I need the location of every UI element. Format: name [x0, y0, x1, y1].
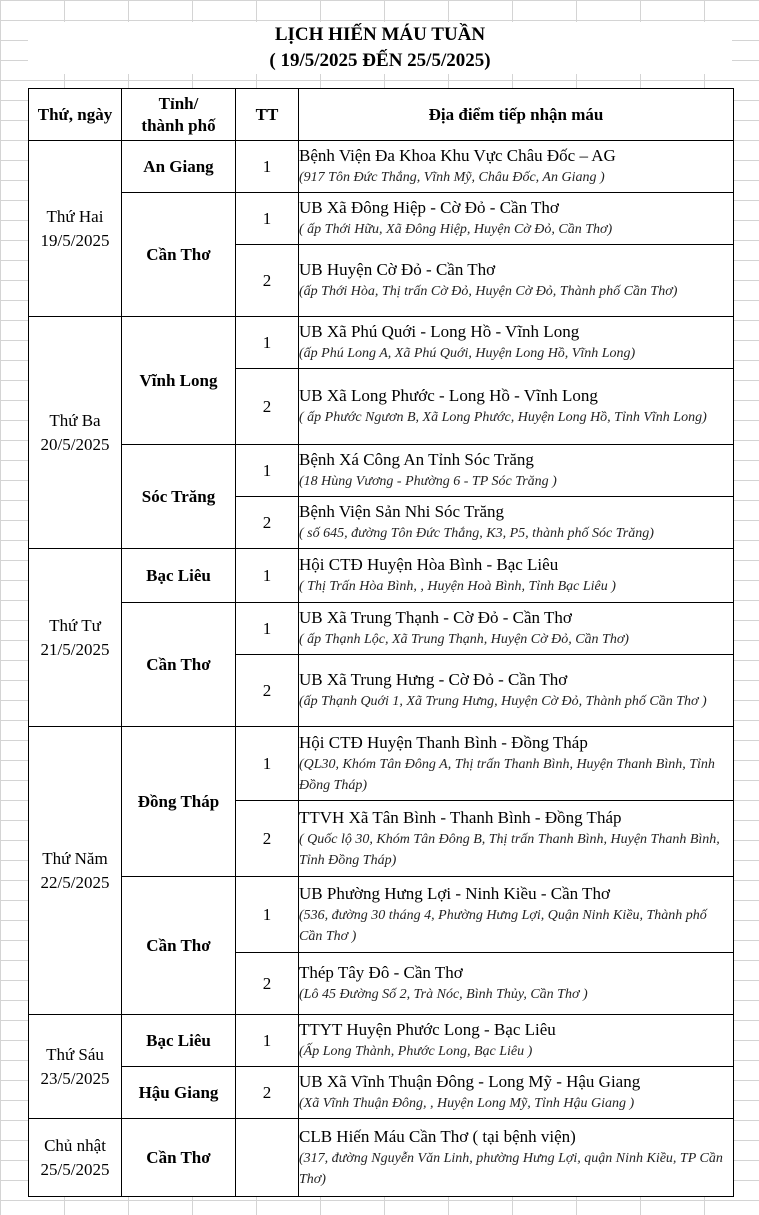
location-cell: [299, 1015, 734, 1067]
location-name: Bệnh Xá Công An Tỉnh Sóc Trăng: [299, 450, 534, 469]
tt-cell: 1: [236, 193, 299, 245]
location-name: UB Huyện Cờ Đỏ - Cần Thơ: [299, 260, 496, 279]
province-cell: Cần Thơ: [122, 603, 236, 727]
location-address: (917 Tôn Đức Thắng, Vĩnh Mỹ, Châu Đốc, An Giang ): [299, 170, 605, 185]
location-cell: [299, 141, 734, 193]
tt-cell: 2: [236, 245, 299, 317]
location-cell: [299, 727, 734, 801]
location-cell: [299, 1119, 734, 1197]
day-name: Thứ Hai: [46, 206, 104, 226]
province-cell: Bạc Liêu: [122, 1015, 236, 1067]
location-cell: [299, 369, 734, 445]
location-address: (Ấp Long Thành, Phước Long, Bạc Liêu ): [299, 1044, 533, 1059]
tt-cell: 1: [236, 141, 299, 193]
tt-cell: 1: [236, 603, 299, 655]
location-address: (QL30, Khóm Tân Đông A, Thị trấn Thanh Bình, Huyện Thanh Bình, Tỉnh Đồng Tháp): [299, 756, 715, 793]
location-name: UB Xã Trung Thạnh - Cờ Đỏ - Cần Thơ: [299, 608, 572, 627]
location-cell: [299, 1067, 734, 1119]
tt-cell: 1: [236, 727, 299, 801]
table-row: [29, 603, 734, 655]
day-name: Thứ Tư: [49, 615, 101, 635]
tt-cell: 2: [236, 497, 299, 549]
location-address: (ấp Thạnh Quới 1, Xã Trung Hưng, Huyện Cờ Đỏ, Thành phố Cần Thơ ): [299, 694, 707, 709]
province-cell: Cần Thơ: [122, 193, 236, 317]
tt-cell: [236, 1119, 299, 1197]
day-date: 21/5/2025: [40, 639, 110, 659]
day-name: Thứ Ba: [49, 410, 101, 430]
location-address: (ấp Thới Hòa, Thị trấn Cờ Đỏ, Huyện Cờ Đỏ, Thành phố Cần Thơ): [299, 284, 678, 299]
location-name: UB Xã Trung Hưng - Cờ Đỏ - Cần Thơ: [299, 670, 568, 689]
location-cell: [299, 317, 734, 369]
schedule-title-block: [28, 22, 732, 74]
page-title: LỊCH HIẾN MÁU TUẦN: [274, 24, 486, 45]
day-cell: [29, 727, 122, 1015]
tt-cell: 2: [236, 655, 299, 727]
day-name: Thứ Năm: [42, 848, 108, 868]
tt-cell: 1: [236, 317, 299, 369]
tt-cell: 1: [236, 1015, 299, 1067]
table-row: [29, 445, 734, 497]
tt-cell: 1: [236, 877, 299, 953]
day-date: 19/5/2025: [40, 230, 110, 250]
location-name: UB Phường Hưng Lợi - Ninh Kiều - Cần Thơ: [299, 883, 610, 903]
location-address: (18 Hùng Vương - Phường 6 - TP Sóc Trăng ): [299, 474, 557, 489]
day-cell: [29, 549, 122, 727]
province-cell: Sóc Trăng: [122, 445, 236, 549]
header-location: Địa điểm tiếp nhận máu: [299, 89, 734, 141]
location-name: UB Xã Phú Quới - Long Hồ - Vĩnh Long: [299, 322, 580, 341]
province-cell: Đồng Tháp: [122, 727, 236, 877]
location-cell: [299, 953, 734, 1015]
header-province: [122, 89, 236, 141]
table-row: [29, 1067, 734, 1119]
location-address: ( Quốc lộ 30, Khóm Tân Đông B, Thị trấn Thanh Bình, Huyện Thanh Bình, Tỉnh Đồng Tháp): [299, 831, 720, 868]
location-address: ( ấp Thạnh Lộc, Xã Trung Thạnh, Huyện Cờ Đỏ, Cần Thơ): [299, 632, 629, 647]
province-cell: Hậu Giang: [122, 1067, 236, 1119]
table-row: [29, 877, 734, 953]
table-row: [29, 193, 734, 245]
location-address: (536, đường 30 tháng 4, Phường Hưng Lợi, Quận Ninh Kiều, Thành phố Cần Thơ ): [299, 907, 707, 944]
location-address: ( ấp Phước Ngươn B, Xã Long Phước, Huyện Long Hồ, Tỉnh Vĩnh Long): [299, 410, 707, 425]
header-day: Thứ, ngày: [29, 89, 122, 141]
location-cell: [299, 497, 734, 549]
location-name: Hội CTĐ Huyện Hòa Bình - Bạc Liêu: [299, 555, 559, 574]
day-name: Chủ nhật: [44, 1135, 106, 1155]
location-cell: [299, 445, 734, 497]
province-cell: Cần Thơ: [122, 1119, 236, 1197]
day-cell: [29, 1119, 122, 1197]
table-row: [29, 141, 734, 193]
header-province-line2: thành phố: [141, 115, 216, 135]
tt-cell: 1: [236, 445, 299, 497]
table-row: [29, 727, 734, 801]
location-cell: [299, 549, 734, 603]
tt-cell: 1: [236, 549, 299, 603]
header-row: [29, 89, 734, 141]
schedule-body: [29, 141, 734, 1197]
location-cell: [299, 193, 734, 245]
donation-schedule-table: [28, 88, 734, 1197]
location-name: UB Xã Đông Hiệp - Cờ Đỏ - Cần Thơ: [299, 198, 559, 217]
location-address: ( Thị Trấn Hòa Bình, , Huyện Hoà Bình, Tỉnh Bạc Liêu ): [299, 579, 616, 594]
tt-cell: 2: [236, 953, 299, 1015]
location-address: (Lô 45 Đường Số 2, Trà Nóc, Bình Thủy, Cần Thơ ): [299, 987, 588, 1002]
location-address: ( số 645, đường Tôn Đức Thắng, K3, P5, thành phố Sóc Trăng): [299, 526, 654, 541]
tt-cell: 2: [236, 801, 299, 877]
day-cell: [29, 317, 122, 549]
location-name: TTVH Xã Tân Bình - Thanh Bình - Đồng Tháp: [299, 807, 622, 827]
location-address: (ấp Phú Long A, Xã Phú Quới, Huyện Long Hồ, Vĩnh Long): [299, 346, 636, 361]
province-cell: Bạc Liêu: [122, 549, 236, 603]
location-name: TTYT Huyện Phước Long - Bạc Liêu: [299, 1020, 556, 1039]
location-name: Hội CTĐ Huyện Thanh Bình - Đồng Tháp: [299, 732, 588, 752]
day-date: 23/5/2025: [40, 1068, 110, 1088]
location-address: ( ấp Thới Hữu, Xã Đông Hiệp, Huyện Cờ Đỏ, Cần Thơ): [299, 222, 613, 237]
header-tt: TT: [236, 89, 299, 141]
tt-cell: 2: [236, 1067, 299, 1119]
tt-cell: 2: [236, 369, 299, 445]
location-cell: [299, 603, 734, 655]
table-row: [29, 549, 734, 603]
province-cell: Vĩnh Long: [122, 317, 236, 445]
table-row: [29, 1015, 734, 1067]
day-date: 22/5/2025: [40, 872, 110, 892]
page-subtitle: ( 19/5/2025 ĐẾN 25/5/2025): [269, 50, 491, 71]
location-name: Thép Tây Đô - Cần Thơ: [299, 963, 463, 982]
province-cell: Cần Thơ: [122, 877, 236, 1015]
table-row: [29, 317, 734, 369]
location-address: (317, đường Nguyễn Văn Linh, phường Hưng Lợi, quận Ninh Kiều, TP Cần Thơ): [299, 1150, 723, 1187]
location-cell: [299, 877, 734, 953]
day-date: 25/5/2025: [40, 1159, 110, 1179]
day-date: 20/5/2025: [40, 434, 110, 454]
day-cell: [29, 141, 122, 317]
location-cell: [299, 655, 734, 727]
location-name: UB Xã Long Phước - Long Hồ - Vĩnh Long: [299, 386, 598, 405]
location-name: UB Xã Vĩnh Thuận Đông - Long Mỹ - Hậu Giang: [299, 1072, 641, 1091]
location-name: Bệnh Viện Sản Nhi Sóc Trăng: [299, 502, 505, 521]
province-cell: An Giang: [122, 141, 236, 193]
location-cell: [299, 801, 734, 877]
day-name: Thứ Sáu: [46, 1044, 104, 1064]
location-cell: [299, 245, 734, 317]
header-province-line1: Tỉnh/: [158, 93, 199, 113]
location-address: (Xã Vĩnh Thuận Đông, , Huyện Long Mỹ, Tỉnh Hậu Giang ): [299, 1096, 635, 1111]
location-name: CLB Hiến Máu Cần Thơ ( tại bệnh viện): [299, 1126, 576, 1146]
table-row: [29, 1119, 734, 1197]
location-name: Bệnh Viện Đa Khoa Khu Vực Châu Đốc – AG: [299, 146, 616, 165]
day-cell: [29, 1015, 122, 1119]
